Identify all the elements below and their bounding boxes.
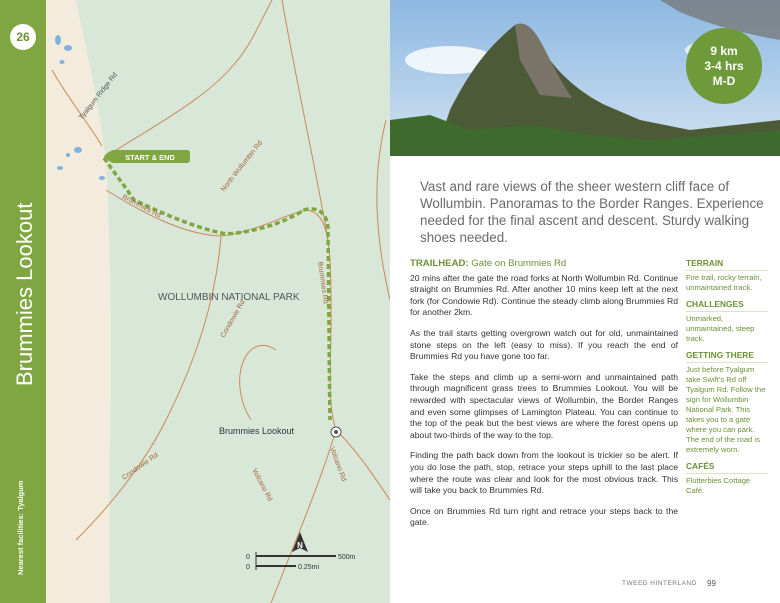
route-number-badge: 26 [10, 24, 36, 50]
label-condowie-rd-south: Condowie Rd [121, 451, 160, 482]
label-brummies-lookout: Brummies Lookout [218, 426, 294, 436]
walk-stats-badge [686, 28, 762, 104]
label-volcano-rd-north: Volcano Rd [328, 446, 347, 483]
label-volcano-rd-south: Volcano Rd [250, 467, 274, 503]
scale-metric: 500m [338, 554, 356, 561]
section-label: TWEED HINTERLAND [622, 580, 697, 587]
paragraph: Finding the path back down from the lookout is trickier so be alert. If you do lose the path, stop, retrace your steps uphill to the last place where the route was clear and look for the most obvious track. This will take you back to Brummies Rd. [410, 450, 678, 496]
challenges-text: Unmarked, unmaintained, steep track. [686, 311, 768, 344]
start-end-label: START & END [125, 153, 175, 162]
paragraph: Once on Brummies Rd turn right and retrace your steps back to the gate. [410, 505, 678, 528]
scale-zero-top: 0 [246, 554, 250, 561]
label-condowie-rd-north: Condowie Rd [219, 299, 247, 339]
terrain-heading: TERRAIN [686, 258, 724, 268]
trailhead-heading [410, 258, 678, 270]
getting-there-text: Just before Tyalgum take Swift's Rd off Tyalgum Rd. Follow the sign for Wollumbin National Park. This takes you to a gate where you can park. The end of the road is extremely worn. [686, 362, 768, 455]
info-sidebar [686, 258, 768, 496]
label-brummies-rd-east: Brummies Rd [316, 261, 329, 305]
label-tyalgum-ridge-rd: Tyalgum Ridge Rd [78, 71, 120, 122]
getting-there-heading: GETTING THERE [686, 350, 754, 360]
north-label: N [297, 541, 303, 550]
duration: 3-4 hrs [704, 58, 744, 73]
page-number: 99 [707, 579, 716, 588]
paragraph: As the trail starts getting overgrown watch out for old, unmaintained stone steps on the left (easy to miss). If you reach the end of Brummies Rd you have gone too far. [410, 327, 678, 362]
label-brummies-rd-west: Brummies Rd [121, 193, 162, 220]
walk-description [410, 258, 678, 538]
scale-zero-bottom: 0 [246, 564, 250, 571]
label-north-wollumbin-rd: North Wollumbin Rd [220, 139, 265, 194]
trailhead-label: TRAILHEAD: [410, 258, 469, 269]
walk-title: Brummies Lookout [12, 202, 37, 386]
cafes-text: Flutterbies Cottage Café. [686, 473, 768, 496]
label-national-park: WOLLUMBIN NATIONAL PARK [158, 292, 300, 303]
paragraph: 20 mins after the gate the road forks at North Wollumbin Rd. Continue straight on Brummies Rd. After another 10 mins keep left at the next fork (for Condowie Rd). Continue the steady climb along Brummies Rd for another 2km. [410, 272, 678, 318]
nearest-facilities: Nearest facilities: Tyalgum [16, 480, 25, 575]
paragraph: Take the steps and climb up a semi-worn and unmaintained path through magnificent grass trees to Brummies Lookout. You will be rewarded with spectacular views of Wollumbin, the Border Ranges and even some glimpses of Lamington Plateau. You can continue to the top of the peak but the best views are where the forest opens up about two-thirds of the way to the top. [410, 371, 678, 440]
distance: 9 km [710, 43, 738, 58]
intro-text: Vast and rare views of the sheer western cliff face of Wollumbin. Panoramas to the Border Ranges. Experience needed for the final ascent and descent. Sturdy walking shoes needed. [420, 179, 764, 245]
terrain-text: Fire trail, rocky terrain, unmaintained track. [686, 270, 768, 293]
grade: M-D [712, 73, 736, 88]
trailhead-value: Gate on Brummies Rd [471, 258, 567, 269]
cafes-heading: CAFÉS [686, 461, 715, 471]
trail-map [46, 0, 390, 603]
challenges-heading: CHALLENGES [686, 299, 744, 309]
scale-imperial: 0.25mi [298, 564, 320, 571]
text-page [390, 0, 780, 603]
